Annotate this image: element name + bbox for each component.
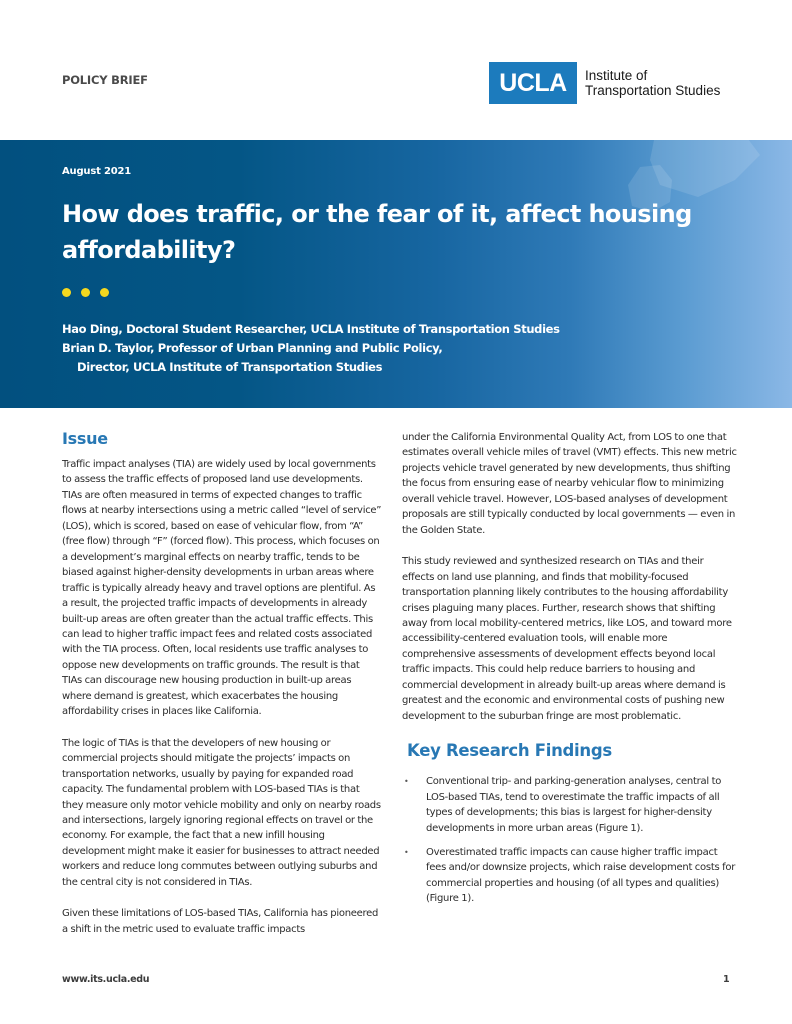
issue-paragraph-2: The logic of TIAs is that the developers of new housing or commercial projects should mitigate the projects’ impacts on transportation networks, usually by paying for expanded road capacity. The fundamental problem with LOS-based TIAs is that they measure only motor vehicle mobility and only on nearby roads and intersections, largely ignoring regional effects on travel or the economy. For example, the fact that a new infill housing development might make it easier for businesses to attract needed workers and reduce long commutes between outlying suburbs and the central city is not considered in TIAs. bbox=[62, 737, 381, 888]
page-number: 1 bbox=[723, 974, 730, 985]
author-2-title: Director, UCLA Institute of Transportation Studies bbox=[77, 360, 383, 374]
issue-paragraph-4: This study reviewed and synthesized research on TIAs and their effects on land use planning, and finds that mobility-focused transportation planning likely contributes to the housing affordability crises plaguing many places. Further, research shows that shifting away from local mobility-centered metrics, like LOS, and toward more accessibility-centered evaluation tools, will enable more comprehensive assessments of development effects beyond local traffic impacts. This could help reduce barriers to housing and commercial development in already built-up areas where demand is greatest and the economic and environmental costs of pushing new development to the suburban fringe are most problematic. bbox=[402, 556, 732, 722]
footer-website-link[interactable]: www.its.ucla.edu bbox=[62, 974, 150, 985]
issue-heading: Issue bbox=[62, 429, 108, 448]
page-header bbox=[0, 0, 792, 140]
dot-icon bbox=[81, 288, 90, 297]
bullet-icon: • bbox=[404, 847, 409, 857]
left-column bbox=[62, 428, 382, 953]
right-column bbox=[402, 430, 737, 916]
institute-name bbox=[585, 68, 720, 98]
finding-item bbox=[402, 845, 737, 907]
institute-name-line1: Institute of bbox=[585, 68, 648, 83]
author-list bbox=[62, 320, 560, 377]
findings-list bbox=[402, 774, 737, 907]
finding-text: Overestimated traffic impacts can cause higher traffic impact fees and/or downsize projects, which raise development costs for commercial properties and housing (of all types and qualities) (Figure 1). bbox=[426, 846, 736, 905]
institute-name-line2: Transportation Studies bbox=[585, 83, 721, 98]
page-title: How does traffic, or the fear of it, affect housing affordability? bbox=[62, 200, 692, 264]
dot-icon bbox=[100, 288, 109, 297]
key-findings-heading: Key Research Findings bbox=[407, 741, 612, 761]
title-banner bbox=[0, 140, 792, 408]
issue-paragraph-1: Traffic impact analyses (TIA) are widely used by local governments to assess the traffic effects of proposed land use developments. TIAs are often measured in terms of expected changes to traffic flows at nearby intersections using a metric called “level of service” (LOS), which is scored, based on ease of vehicular flow, from “A” (free flow) through “F” (forced flow). This process, which focuses on a development’s marginal effects on nearby traffic, tends to be biased against higher-density developments in urban areas where traffic is typically already heavy and travel options are plentiful. As a result, the projected traffic impacts of developments in already built-up areas are often greater than the actual traffic effects. This can lead to higher traffic impact fees and related costs associated with the TIA process. Often, local residents use traffic analyses to oppose new developments on traffic grounds. The result is that TIAs can discourage new housing production in built-up areas where demand is greatest, which exacerbates the housing affordability crises in places like California. bbox=[62, 459, 382, 718]
decorative-dots bbox=[62, 288, 109, 297]
ucla-logo-mark: UCLA bbox=[489, 62, 577, 104]
publication-date: August 2021 bbox=[62, 166, 131, 177]
dot-icon bbox=[62, 288, 71, 297]
bullet-icon: • bbox=[404, 777, 409, 787]
author-2: Brian D. Taylor, Professor of Urban Planning and Public Policy, bbox=[62, 341, 443, 355]
finding-item bbox=[402, 774, 737, 836]
ucla-its-logo bbox=[489, 62, 720, 104]
issue-paragraph-3-continued: under the California Environmental Quality Act, from LOS to one that estimates overall vehicle miles of travel (VMT) effects. This new metric projects vehicle travel generated by new developments, thus shifting the focus from ensuring ease of nearby vehicular flow to minimizing overall vehicle travel. However, LOS-based analyses of development proposals are still typically conducted by local governments — even in the Golden State. bbox=[402, 432, 737, 536]
author-1: Hao Ding, Doctoral Student Researcher, UCLA Institute of Transportation Studies bbox=[62, 322, 560, 336]
issue-paragraph-3-start: Given these limitations of LOS-based TIAs, California has pioneered a shift in the metric used to evaluate traffic impacts bbox=[62, 908, 379, 935]
finding-text: Conventional trip- and parking-generation analyses, central to LOS-based TIAs, tend to overestimate the traffic impacts of all types of developments; this bias is largest for higher-density developments in more urban areas (Figure 1). bbox=[426, 776, 722, 834]
document-type-label: POLICY BRIEF bbox=[62, 73, 148, 87]
